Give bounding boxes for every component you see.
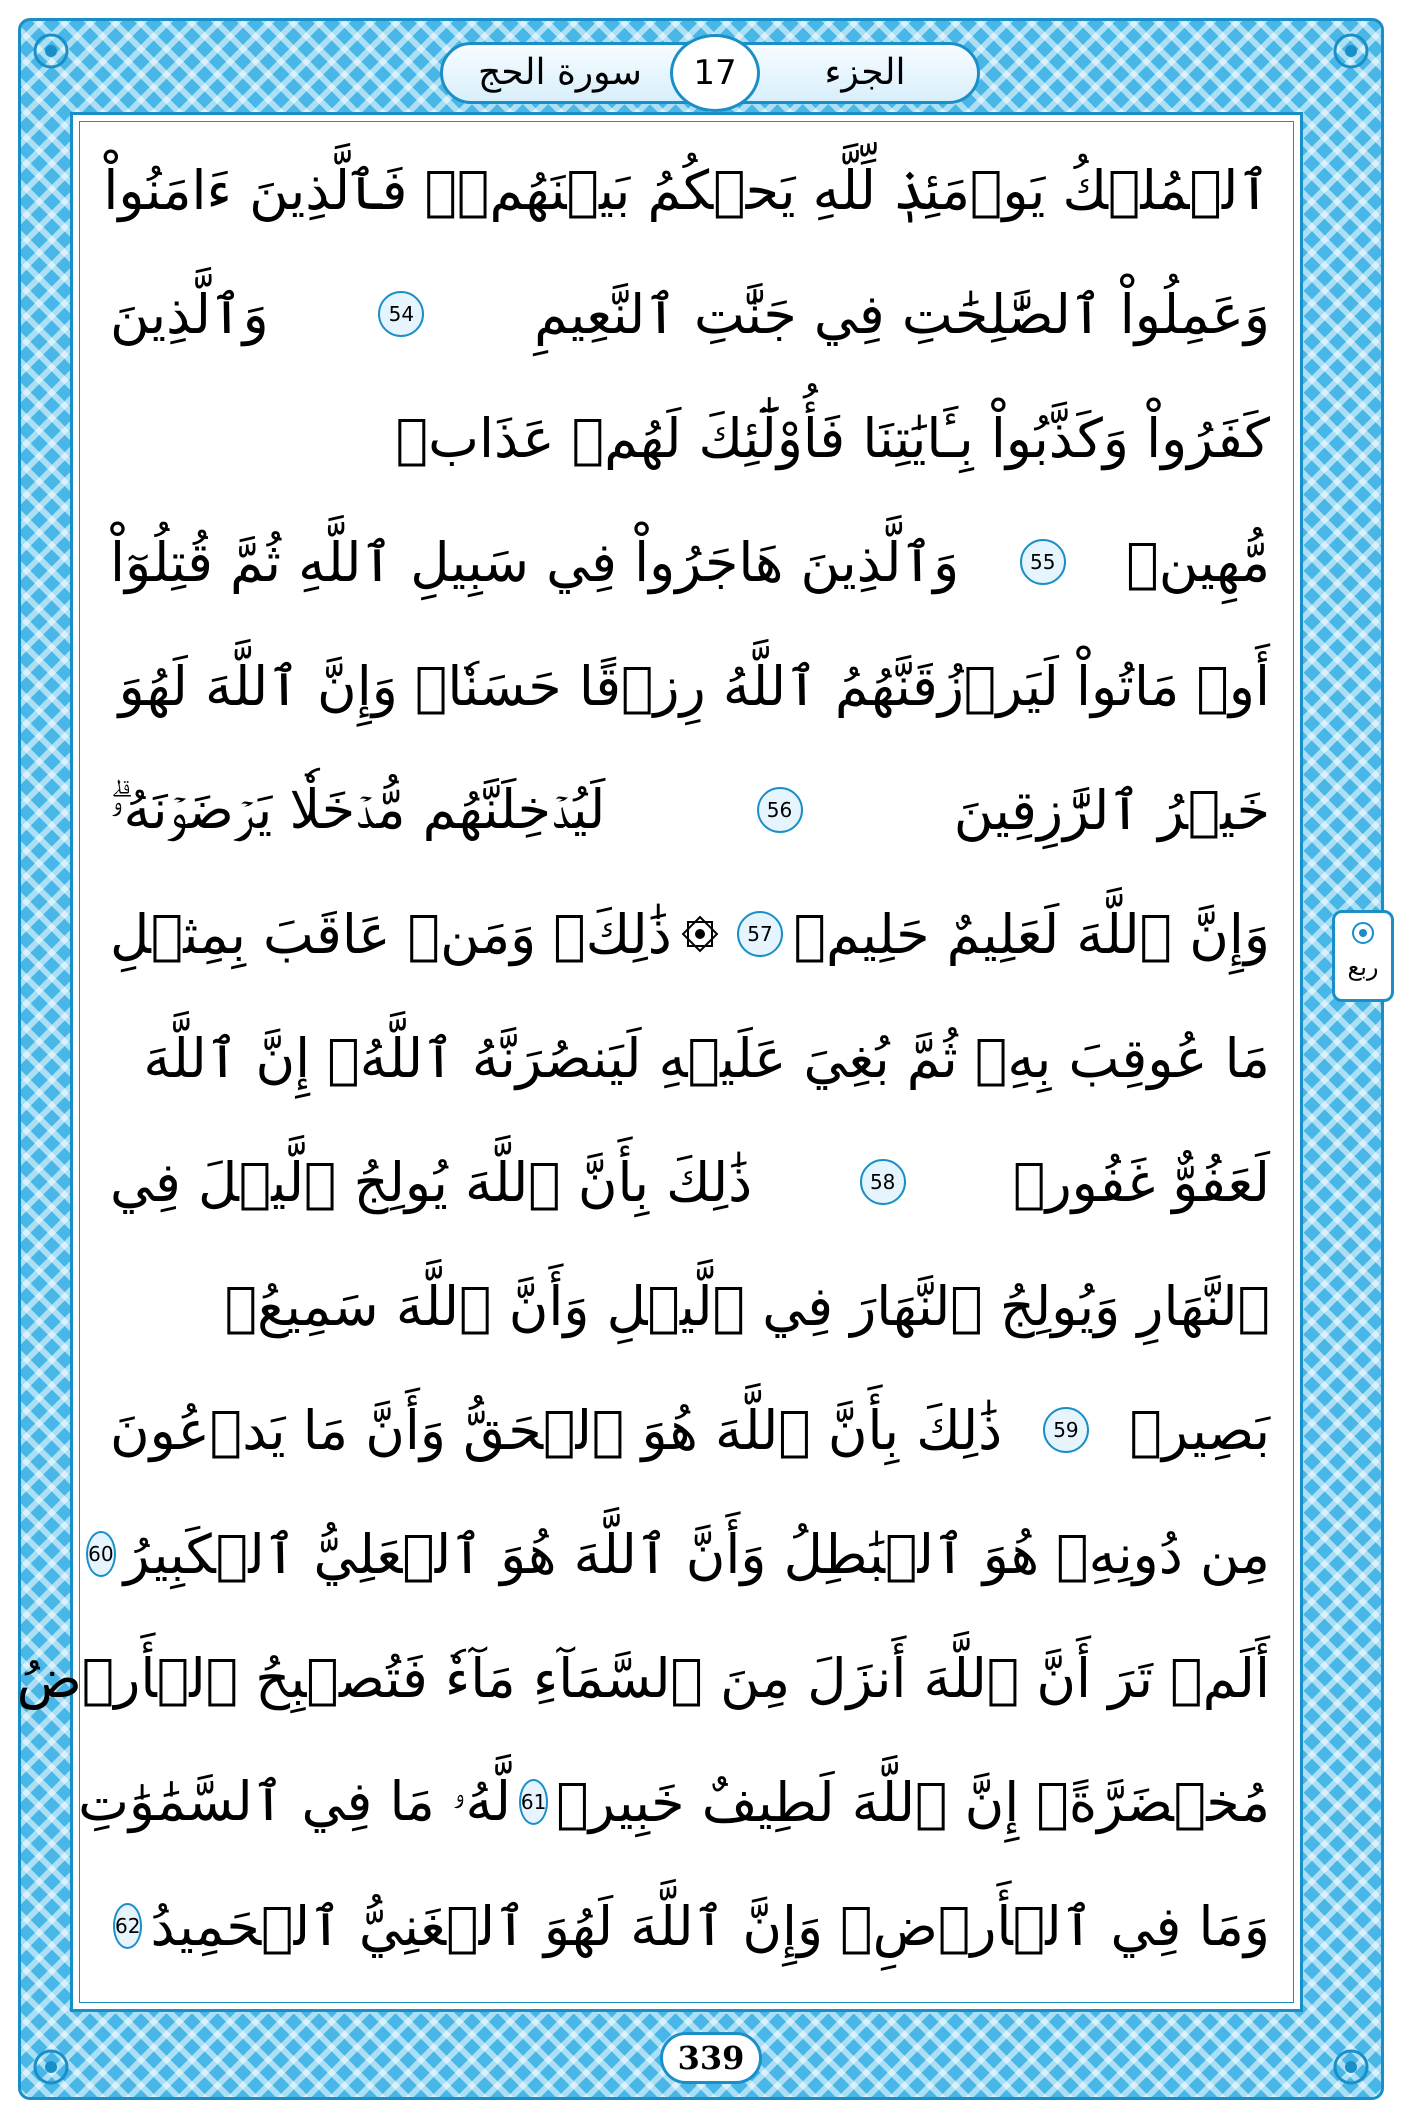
verse-text: مُّهِينٞ: [1126, 530, 1270, 594]
verse-text: وَٱلَّذِينَ هَاجَرُواْ فِي سَبِيلِ ٱللَّهِ ثُمَّ قُتِلُوٓاْ: [110, 530, 960, 594]
verse-text: ذَٰلِكَۖ وَمَنۡ عَاقَبَ بِمِثۡلِ: [110, 902, 672, 966]
verse-text: خَيۡرُ ٱلرَّٰزِقِينَ: [953, 778, 1270, 842]
corner-ornament-icon: [27, 27, 75, 75]
text-line: [110, 1244, 1270, 1368]
text-line: [110, 252, 1270, 376]
page-header: [440, 34, 980, 112]
verse-text: وَعَمِلُواْ ٱلصَّٰلِحَٰتِ فِي جَنَّٰتِ ٱلنَّعِيمِ: [534, 282, 1270, 346]
verse-text: وَإِنَّ ٱللَّهَ لَعَلِيمٌ حَلِيمٞ: [793, 902, 1270, 966]
page-number: 339: [660, 2032, 762, 2084]
ayah-number-marker: 54: [378, 291, 424, 337]
text-line: [110, 872, 1270, 996]
surah-name: سورة الحج: [478, 52, 642, 93]
text-line: [103, 128, 1270, 252]
verse-text: ٱلنَّهَارِ وَيُولِجُ ٱلنَّهَارَ فِي ٱلَّيۡلِ وَأَنَّ ٱللَّهَ سَمِيعُۢ: [224, 1274, 1270, 1338]
text-line: [110, 1120, 1270, 1244]
ayah-number-marker: 57: [737, 911, 783, 957]
ayah-number-marker: 58: [860, 1159, 906, 1205]
verse-text: وَمَا فِي ٱلۡأَرۡضِۗ وَإِنَّ ٱللَّهَ لَهُوَ ٱلۡغَنِيُّ ٱلۡحَمِيدُ: [150, 1894, 1270, 1958]
text-line: [110, 1864, 1270, 1988]
juz-label: الجزء: [824, 52, 906, 93]
text-line: [110, 376, 1270, 500]
verse-text: ٱلۡمُلۡكُ يَوۡمَئِذٖ لِّلَّهِ يَحۡكُمُ بَيۡنَهُمۡۚ فَٱلَّذِينَ ءَامَنُواْ: [103, 158, 1270, 222]
flower-ornament-icon: [1349, 919, 1377, 947]
text-line: [88, 1492, 1270, 1616]
ayah-number-marker: 55: [1020, 539, 1066, 585]
corner-ornament-icon: [27, 2043, 75, 2091]
ayah-number-marker: 62: [113, 1903, 142, 1949]
verse-text: لَيُدۡخِلَنَّهُم مُّدۡخَلٗا يَرۡضَوۡنَهُۥۗ: [110, 778, 606, 841]
ayah-number-marker: 56: [757, 787, 803, 833]
corner-ornament-icon: [1327, 27, 1375, 75]
verse-text: مِن دُونِهِۦ هُوَ ٱلۡبَٰطِلُ وَأَنَّ ٱللَّهَ هُوَ ٱلۡعَلِيُّ ٱلۡكَبِيرُ: [123, 1522, 1270, 1586]
quran-text-body: [16, 128, 1270, 1988]
ayah-number-marker: 60: [86, 1531, 115, 1577]
ayah-number-marker: 59: [1043, 1407, 1089, 1453]
corner-ornament-icon: [1327, 2043, 1375, 2091]
verse-text: مُخۡضَرَّةًۚ إِنَّ ٱللَّهَ لَطِيفٌ خَبِيرٞ: [556, 1770, 1270, 1834]
margin-tag-label: ربع: [1347, 953, 1379, 981]
verse-text: أَلَمۡ تَرَ أَنَّ ٱللَّهَ أَنزَلَ مِنَ ٱلسَّمَآءِ مَآءٗ فَتُصۡبِحُ ٱلۡأَرۡضُ: [16, 1646, 1270, 1710]
text-line: [110, 996, 1270, 1120]
juz-number-badge: 17: [670, 34, 760, 112]
verse-text: ذَٰلِكَ بِأَنَّ ٱللَّهَ يُولِجُ ٱلَّيۡلَ فِي: [110, 1150, 753, 1214]
ayah-number-marker: 61: [519, 1779, 548, 1825]
verse-text: لَّهُۥ مَا فِي ٱلسَّمَٰوَٰتِ: [78, 1770, 511, 1833]
text-line: [110, 500, 1270, 624]
text-line: [110, 1368, 1270, 1492]
verse-text: كَفَرُواْ وَكَذَّبُواْ بِـَٔايَٰتِنَا فَأُوْلَٰٓئِكَ لَهُمۡ عَذَابٞ: [395, 406, 1270, 470]
verse-text: وَٱلَّذِينَ: [110, 282, 269, 346]
rub-hizb-star-icon: [680, 914, 720, 954]
text-line: [78, 1740, 1270, 1864]
text-line: [110, 624, 1270, 748]
text-line: [110, 748, 1270, 872]
verse-text: أَوۡ مَاتُواْ لَيَرۡزُقَنَّهُمُ ٱللَّهُ رِزۡقًا حَسَنٗاۚ وَإِنَّ ٱللَّهَ لَهُوَ: [118, 654, 1270, 718]
text-line: [16, 1616, 1270, 1740]
verse-text: ذَٰلِكَ بِأَنَّ ٱللَّهَ هُوَ ٱلۡحَقُّ وَأَنَّ مَا يَدۡعُونَ: [110, 1398, 1003, 1462]
rub-hizb-margin-tag: [1332, 910, 1394, 1002]
verse-text: مَا عُوقِبَ بِهِۦ ثُمَّ بُغِيَ عَلَيۡهِ لَيَنصُرَنَّهُ ٱللَّهُۚ إِنَّ ٱللَّهَ: [143, 1026, 1270, 1090]
verse-text: بَصِيرٞ: [1129, 1398, 1270, 1462]
verse-text: لَعَفُوٌّ غَفُورٞ: [1013, 1150, 1270, 1214]
